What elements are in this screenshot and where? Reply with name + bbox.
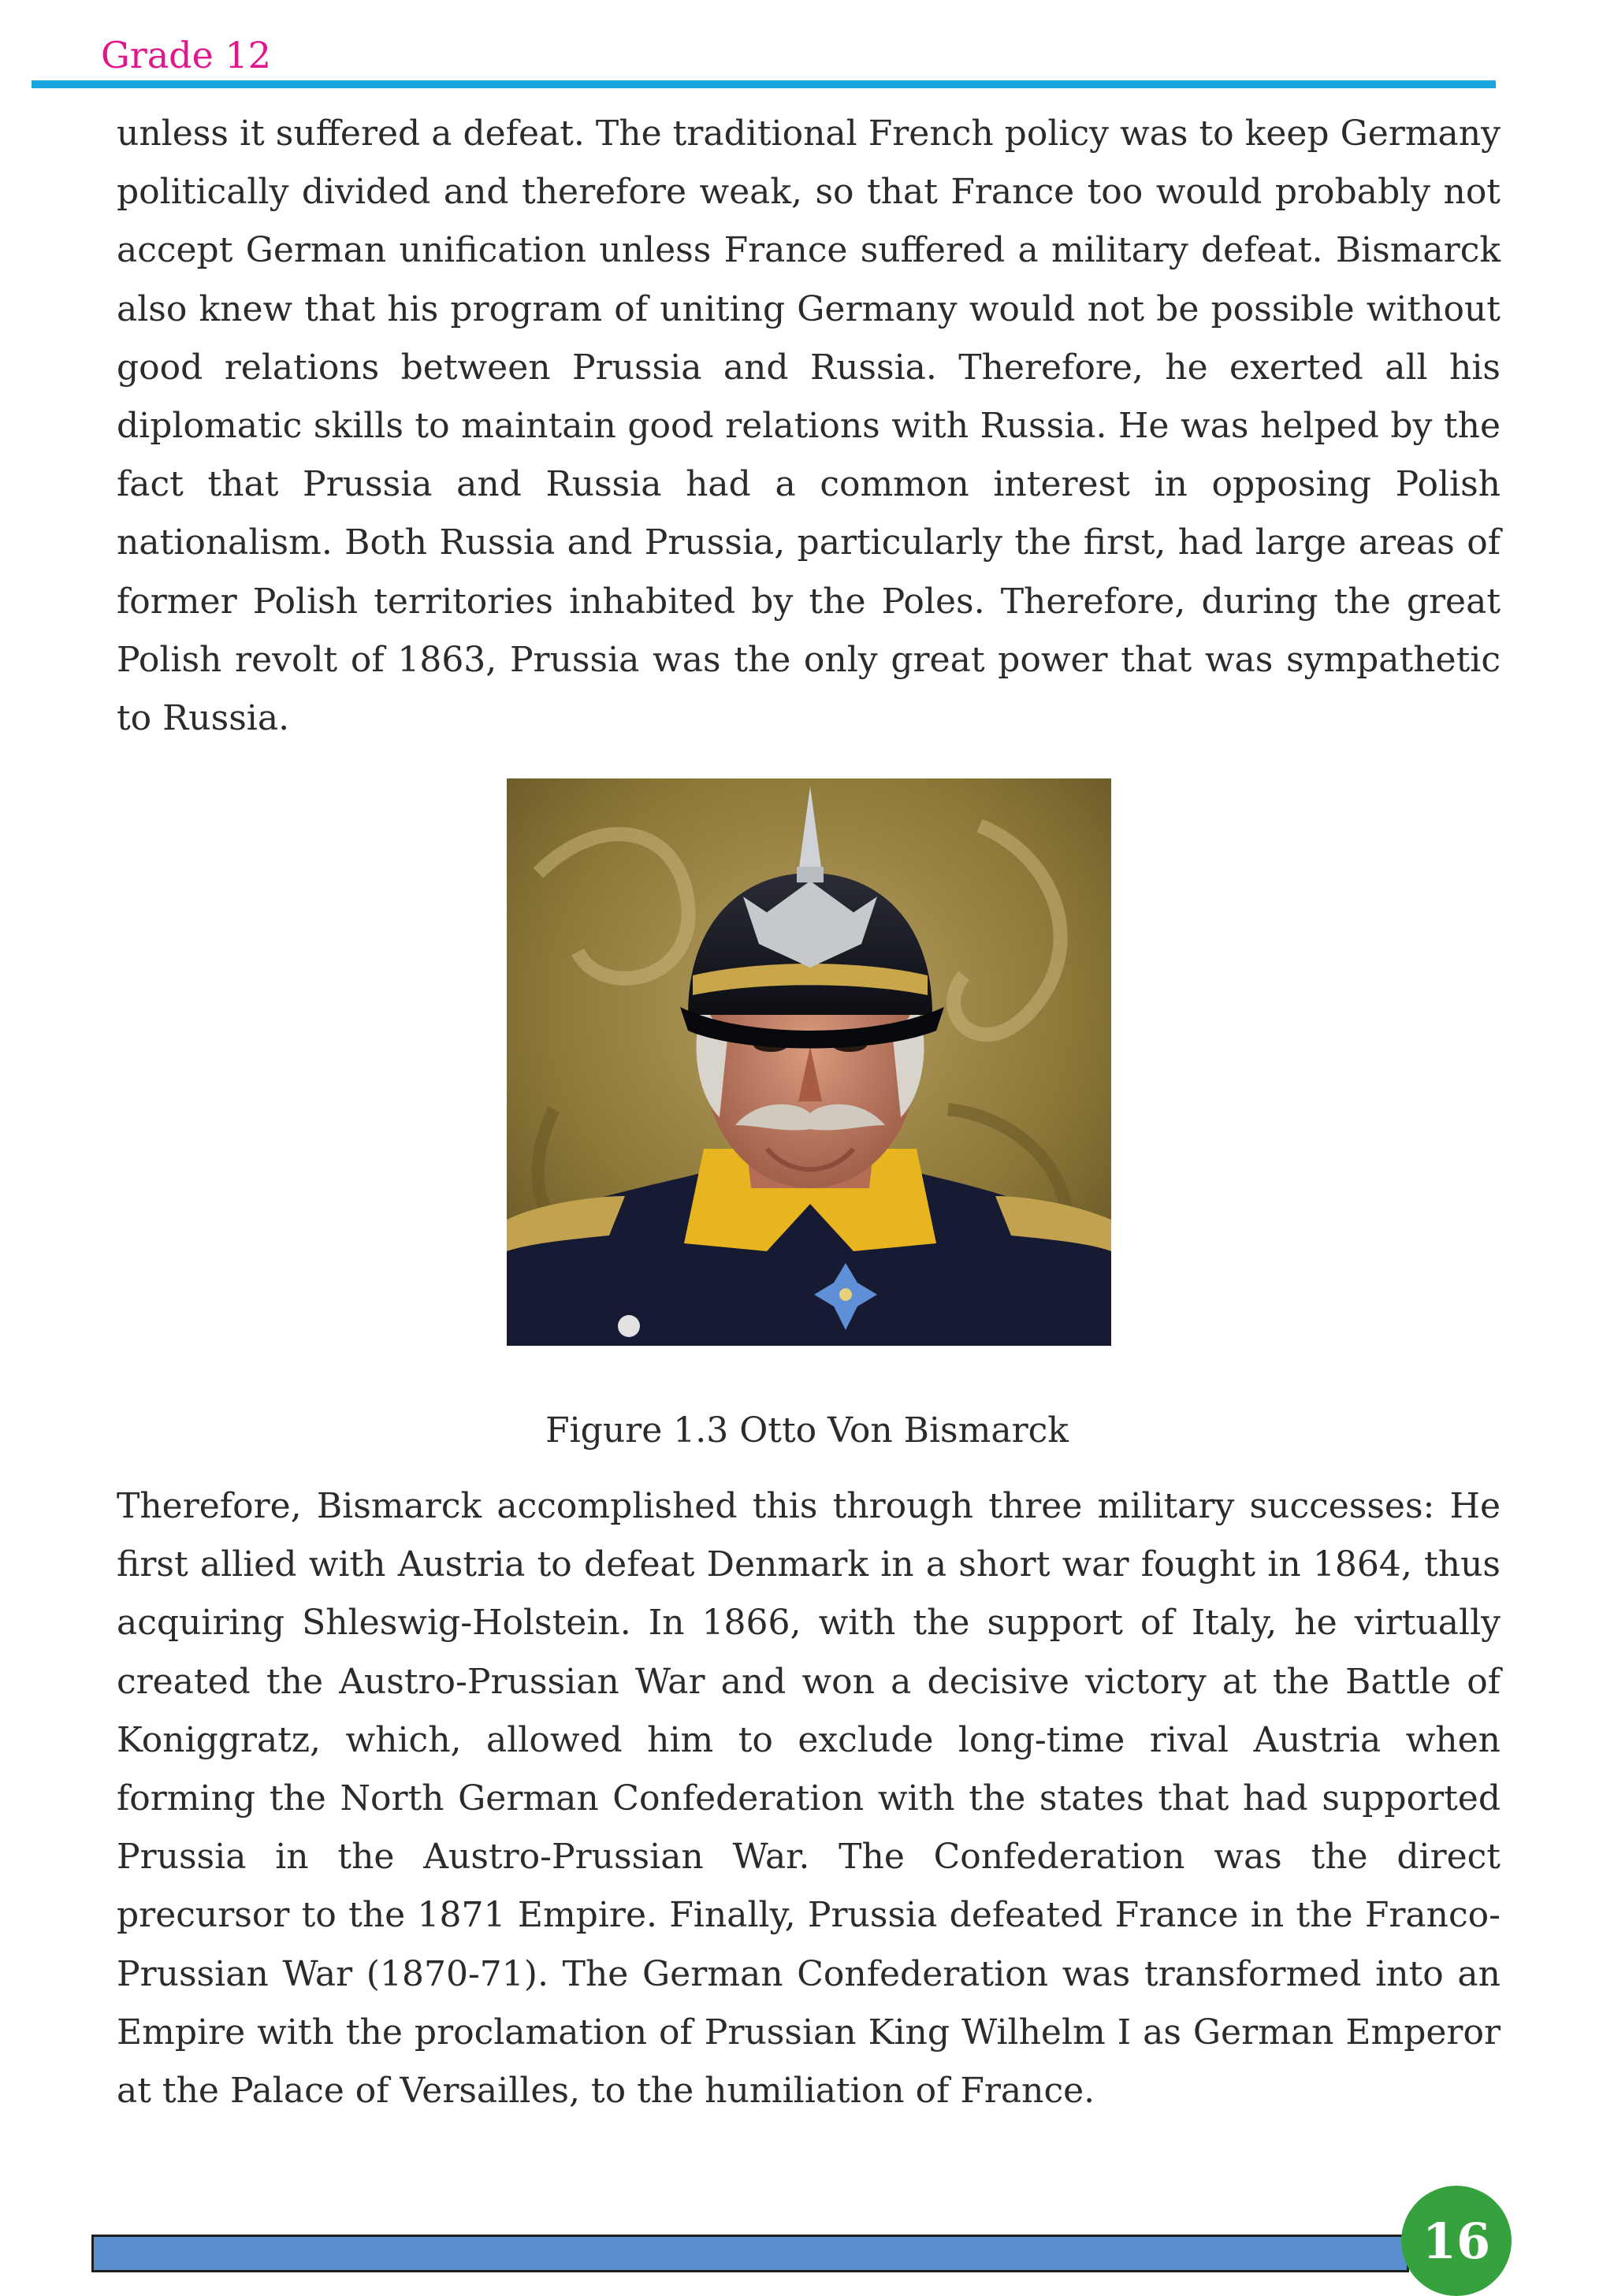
body-paragraph-2: Therefore, Bismarck accomplished this through three military successes: He first allied with Austria to defeat Denmark in a short war fought in 1864, thus acquiring Shleswig-Holstein. In 1866, with the support of Italy, he virtually created the Austro-Prussian War and won a decisive victory at the Battle of Koniggratz, which, allowed him to exclude long-time rival Austria when forming the North German Confederation with the states that had supported Prussia in the Austro-Prussian War. The Confederation was the direct precursor to the 1871 Empire. Finally, Prussia defeated France in the Franco-Prussian War (1870-71). The German Confederation was transformed into an Empire with the proclamation of Prussian King Wilhelm I as German Emperor at the Palace of Versailles, to the humiliation of France. [117, 1486, 1501, 2112]
body-paragraph-1: unless it suffered a defeat. The traditional French policy was to keep Germany politically divided and therefore weak, so that France too would probably not accept German unification unless France suffered a military defeat. Bismarck also knew that his program of uniting Germany would not be possible without good relations between Prussia and Russia. Therefore, he exerted all his diplomatic skills to maintain good relations with Russia. He was helped by the fact that Prussia and Russia had a common interest in opposing Polish nationalism. Both Russia and Prussia, particularly the first, had large areas of former Polish territories inhabited by the Poles. Therefore, during the great Polish revolt of 1863, Prussia was the only great power that was sympathetic to Russia. [117, 113, 1501, 739]
header-rule [32, 80, 1496, 88]
figure-caption: Figure 1.3 Otto Von Bismarck [545, 1410, 1069, 1451]
footer-bar [91, 2235, 1409, 2272]
page-number-badge: 16 [1401, 2186, 1512, 2296]
grade-label: Grade 12 [101, 34, 271, 76]
bismarck-portrait [507, 778, 1111, 1346]
